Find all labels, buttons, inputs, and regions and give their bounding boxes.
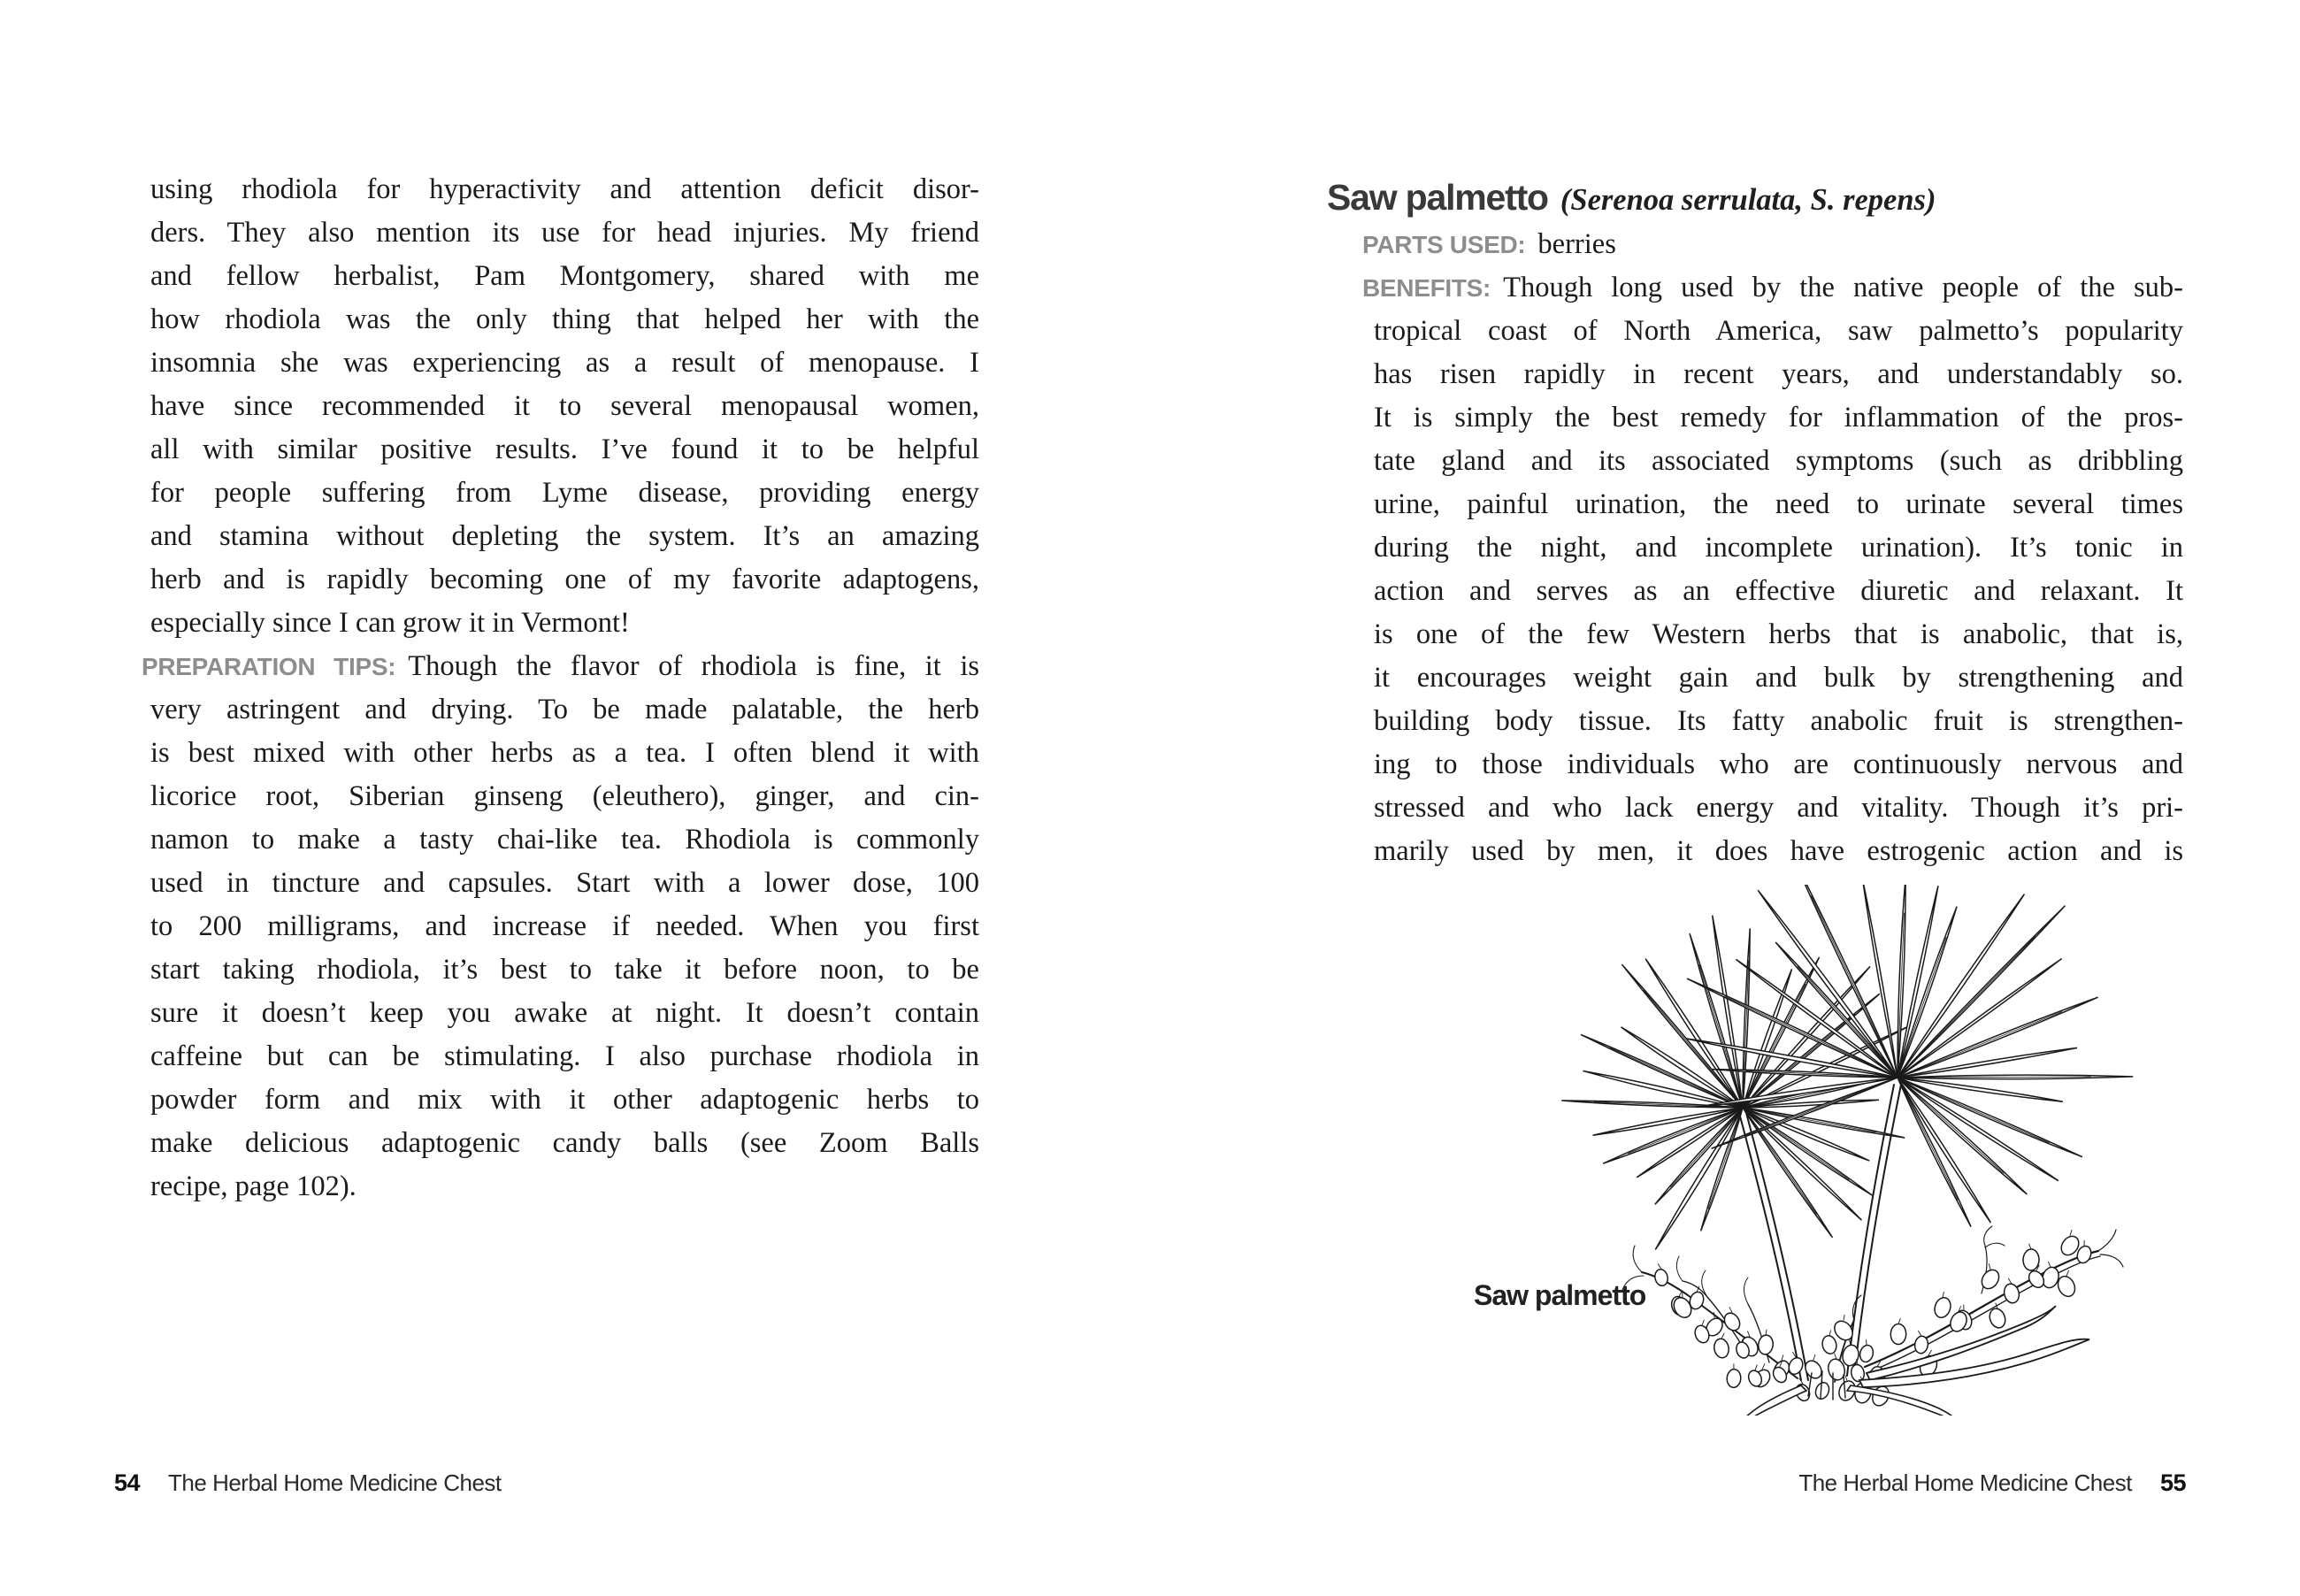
text-line: ders. They also mention its use for head injuries. My friend [150, 217, 979, 249]
text-line: very astringent and drying. To be made palatable, the herb [150, 694, 979, 725]
text-line: how rhodiola was the only thing that helped her with the [150, 303, 979, 335]
text-line: It is simply the best remedy for inflammation of the pros- [1374, 402, 2183, 434]
left-page-footer [114, 1469, 502, 1497]
text-line: has risen rapidly in recent years, and understandably so. [1374, 358, 2183, 390]
saw-palmetto-drawing [1451, 885, 2158, 1416]
text-run: Though long used by the native people of the sub- [1503, 272, 2183, 303]
running-title: The Herbal Home Medicine Chest [1798, 1469, 2132, 1496]
text-line: licorice root, Siberian ginseng (eleuthero), ginger, and cin- [150, 780, 979, 812]
benefits-label: BENEFITS: [1362, 274, 1491, 302]
left-paragraph-continuation [150, 168, 979, 645]
herb-latin-name: (Serenoa serrulata, S. repens) [1560, 183, 1936, 217]
text-line: is best mixed with other herbs as a tea. I often blend it with [150, 737, 979, 769]
running-title: The Herbal Home Medicine Chest [168, 1469, 502, 1496]
text-line: used in tincture and capsules. Start with a lower dose, 100 [150, 867, 979, 899]
preparation-tips-label: PREPARATION TIPS: [142, 653, 396, 680]
text-line: for people suffering from Lyme disease, providing energy [150, 477, 979, 509]
text-line: sure it doesn’t keep you awake at night. It doesn’t contain [150, 997, 979, 1029]
preparation-tips-paragraph [142, 645, 980, 1209]
parts-used-value: berries [1537, 228, 1616, 260]
herb-heading [1327, 172, 2183, 223]
right-page-footer [1798, 1469, 2186, 1497]
benefits-paragraph [1327, 266, 2183, 873]
text-line: recipe, page 102). [150, 1170, 356, 1202]
text-line: ing to those individuals who are continuously nervous and [1374, 748, 2183, 780]
text-line: all with similar positive results. I’ve found it to be helpful [150, 434, 979, 465]
illustration-caption: Saw palmetto [1474, 1279, 1646, 1311]
text-line [1362, 266, 2183, 310]
saw-palmetto-illustration [1451, 885, 2158, 1416]
text-line: building body tissue. Its fatty anabolic fruit is strengthen- [1374, 705, 2183, 737]
text-line: urine, painful urination, the need to urinate several times [1374, 488, 2183, 520]
left-page-number: 54 [114, 1469, 141, 1496]
text-line: especially since I can grow it in Vermont! [150, 607, 630, 639]
parts-used-line [1362, 223, 2183, 266]
text-line: make delicious adaptogenic candy balls (see Zoom Balls [150, 1127, 979, 1159]
text-line: insomnia she was experiencing as a result of menopause. I [150, 347, 979, 379]
text-run: Though the flavor of rhodiola is fine, it is [408, 650, 980, 682]
text-line: it encourages weight gain and bulk by strengthening and [1374, 662, 2183, 694]
text-line: stressed and who lack energy and vitality. Though it’s pri- [1374, 792, 2183, 824]
text-line: start taking rhodiola, it’s best to take it before noon, to be [150, 954, 979, 986]
text-line: is one of the few Western herbs that is anabolic, that is, [1374, 618, 2183, 650]
text-line: and stamina without depleting the system. It’s an amazing [150, 520, 979, 552]
text-line [142, 645, 980, 688]
text-line: have since recommended it to several menopausal women, [150, 390, 979, 422]
text-line: using rhodiola for hyperactivity and attention deficit disor- [150, 173, 979, 205]
parts-used-label: PARTS USED: [1362, 231, 1526, 258]
text-line: tate gland and its associated symptoms (such as dribbling [1374, 445, 2183, 477]
text-line: caffeine but can be stimulating. I also purchase rhodiola in [150, 1040, 979, 1072]
text-line: marily used by men, it does have estrogenic action and is [1374, 835, 2183, 867]
text-line: during the night, and incomplete urination). It’s tonic in [1374, 532, 2183, 564]
herb-name-heading: Saw palmetto [1327, 177, 1548, 218]
right-page [1327, 172, 2183, 873]
text-line: namon to make a tasty chai-like tea. Rhodiola is commonly [150, 824, 979, 856]
text-line: powder form and mix with it other adaptogenic herbs to [150, 1084, 979, 1116]
right-page-number: 55 [2159, 1469, 2186, 1496]
text-line: to 200 milligrams, and increase if needed. When you first [150, 910, 979, 942]
text-line: and fellow herbalist, Pam Montgomery, shared with me [150, 260, 979, 292]
left-page [142, 168, 980, 1209]
text-line: herb and is rapidly becoming one of my favorite adaptogens, [150, 564, 979, 595]
text-line: action and serves as an effective diuretic and relaxant. It [1374, 575, 2183, 607]
text-line: tropical coast of North America, saw palmetto’s popularity [1374, 315, 2183, 347]
